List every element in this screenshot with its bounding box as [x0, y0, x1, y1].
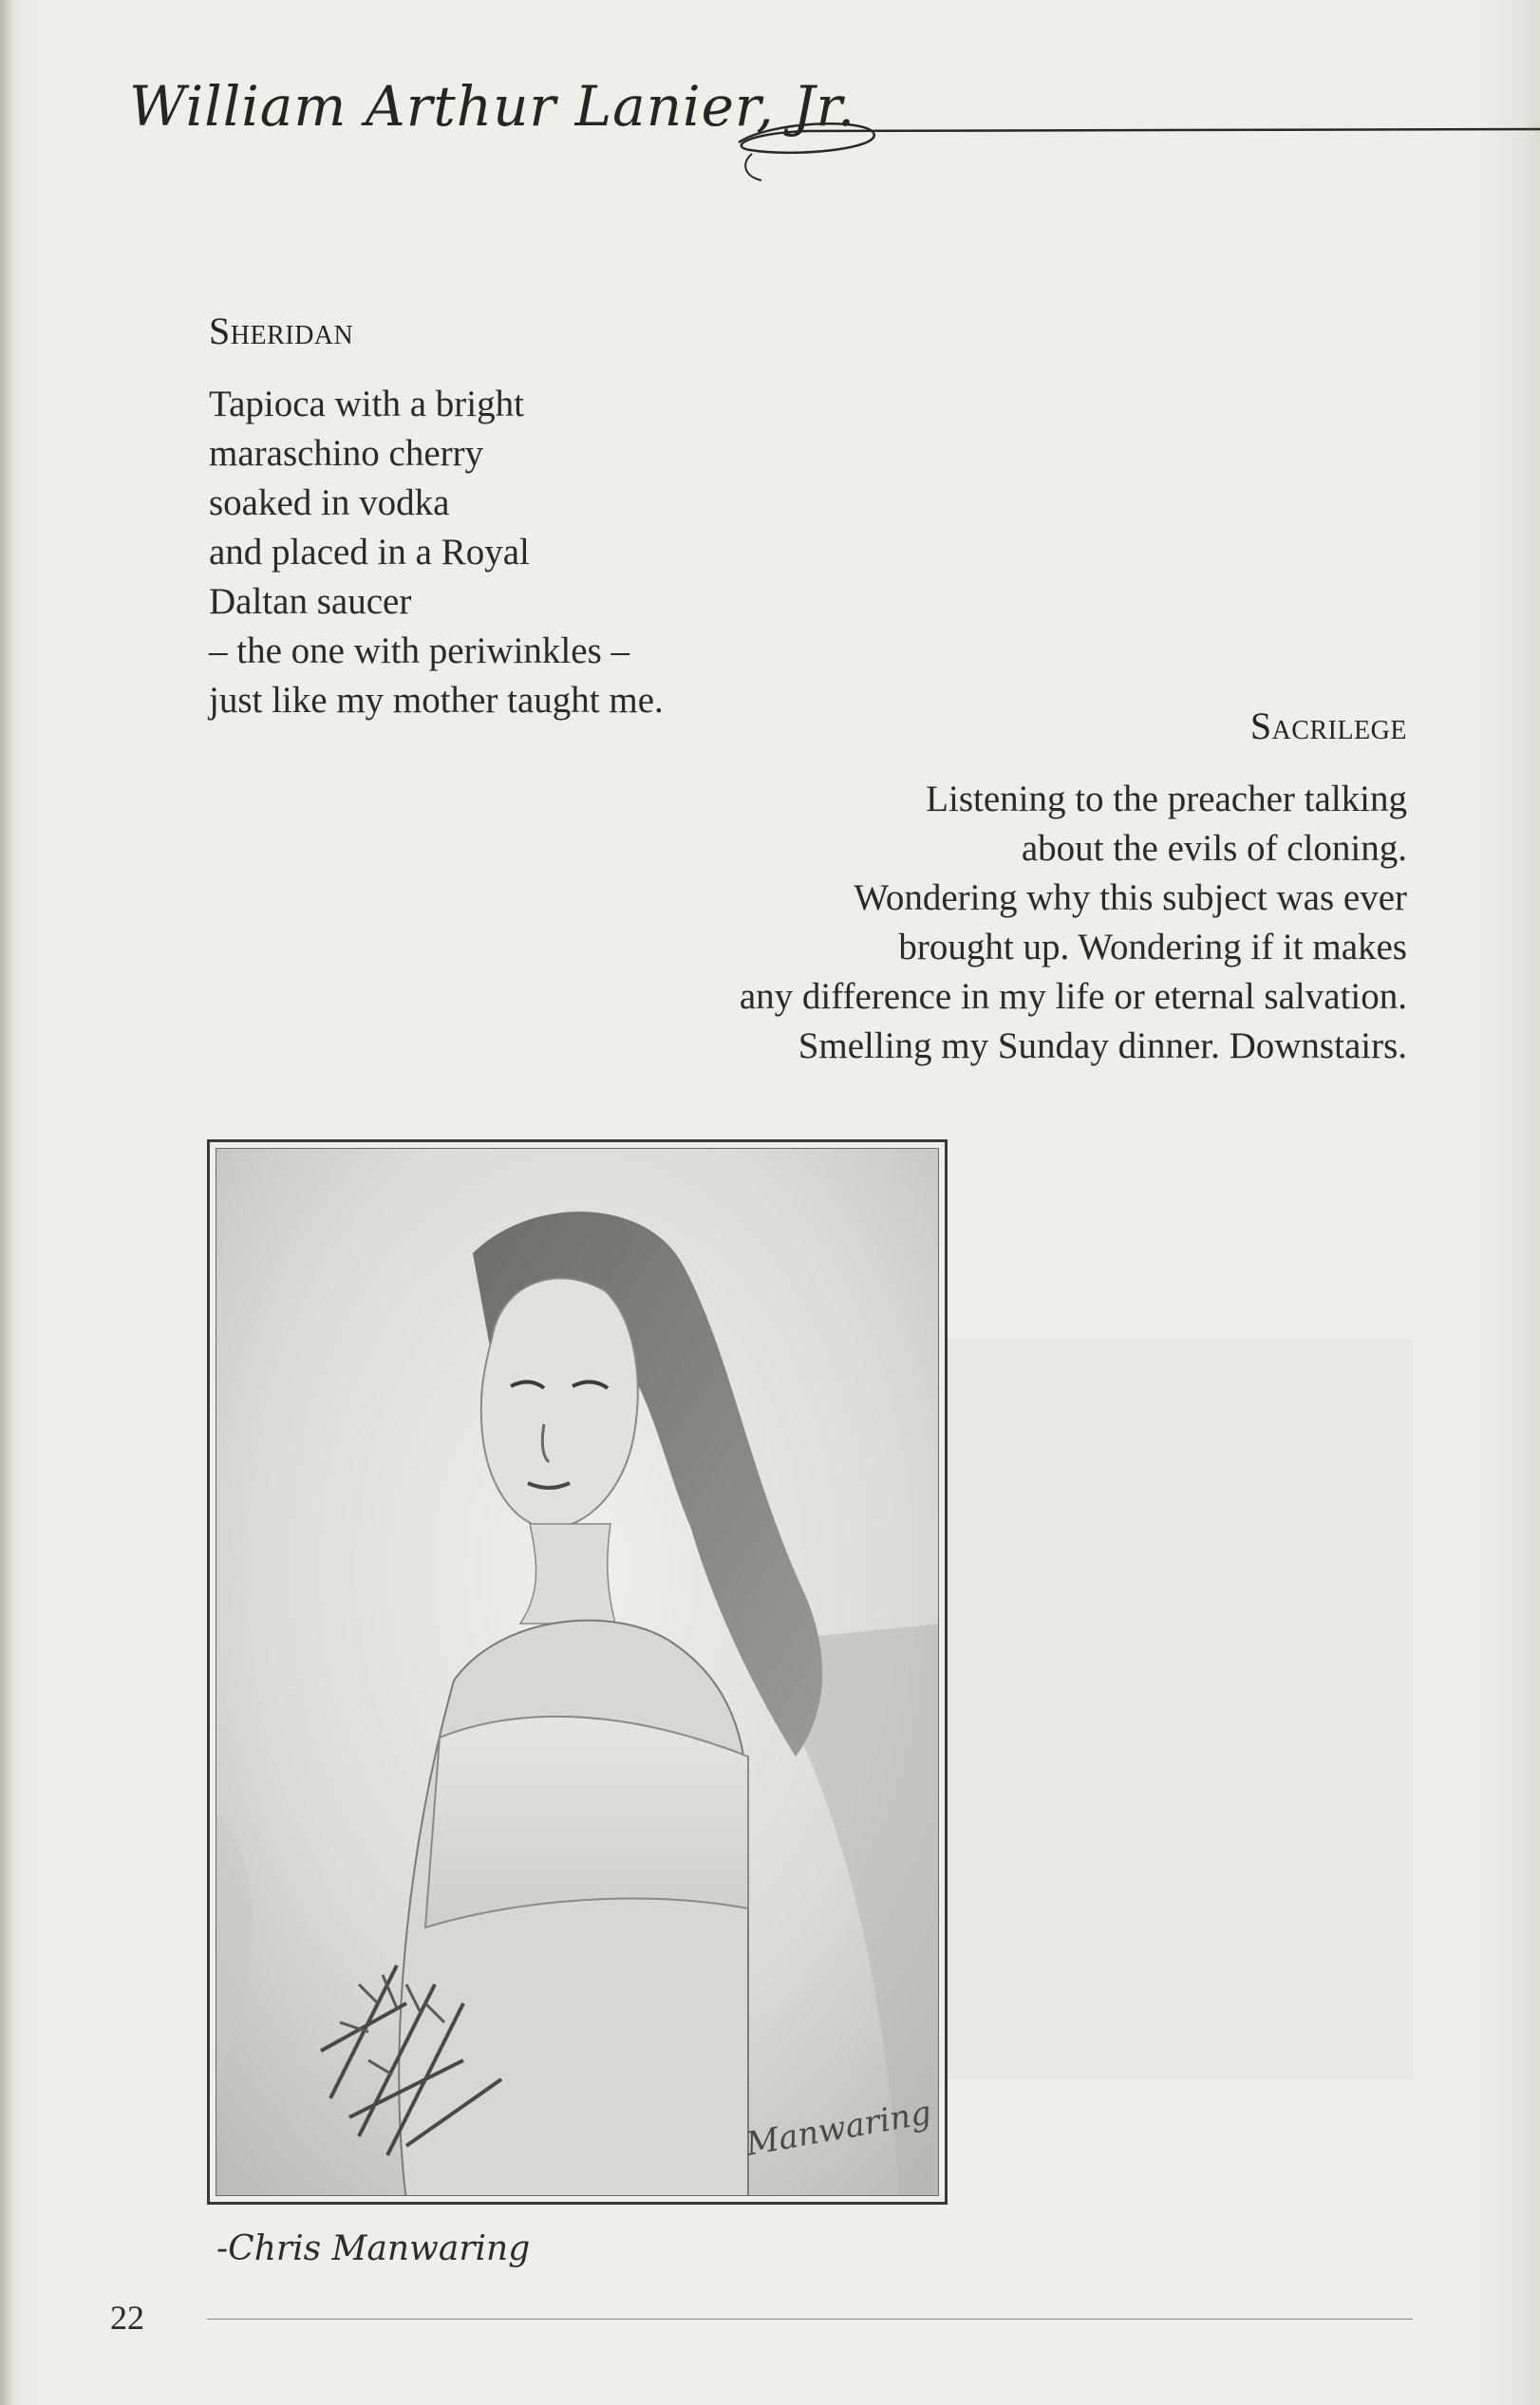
poem-line: Smelling my Sunday dinner. Downstairs. [798, 1025, 1407, 1066]
poem-title-sacrilege: Sacrilege [1249, 705, 1407, 748]
poem-sacrilege [553, 775, 1407, 1071]
artist-signature: Manwaring [742, 2094, 934, 2164]
page-number: 22 [110, 2299, 144, 2337]
poem-line: just like my mother taught me. [209, 680, 664, 721]
poem-line: and placed in a Royal [209, 532, 530, 573]
poem-line: Daltan saucer [209, 581, 412, 622]
artwork-image [216, 1148, 939, 2196]
poem-sheridan [209, 380, 741, 725]
binding-shadow [0, 0, 13, 2405]
artwork-caption: -Chris Manwaring [216, 2229, 531, 2268]
portrait-drawing [216, 1149, 939, 2196]
author-name: William Arthur Lanier, Jr. [129, 74, 856, 139]
poem-line: any difference in my life or eternal salvation. [739, 976, 1407, 1017]
artwork-frame [207, 1139, 948, 2205]
poem-line: maraschino cherry [209, 433, 484, 474]
poem-title-sheridan: Sheridan [209, 310, 354, 353]
poem-line: Listening to the preacher talking [926, 779, 1407, 819]
poem-line: Tapioca with a bright [209, 384, 524, 424]
poem-line: soaked in vodka [209, 482, 450, 523]
header-flourish [731, 104, 1540, 190]
poem-line: brought up. Wondering if it makes [898, 927, 1407, 968]
footer-rule [207, 2319, 1413, 2320]
poem-line: about the evils of cloning. [1021, 828, 1407, 869]
poem-line: Wondering why this subject was ever [854, 877, 1407, 918]
poem-line: – the one with periwinkles – [209, 630, 629, 671]
show-through-bleed [911, 1339, 1413, 2079]
